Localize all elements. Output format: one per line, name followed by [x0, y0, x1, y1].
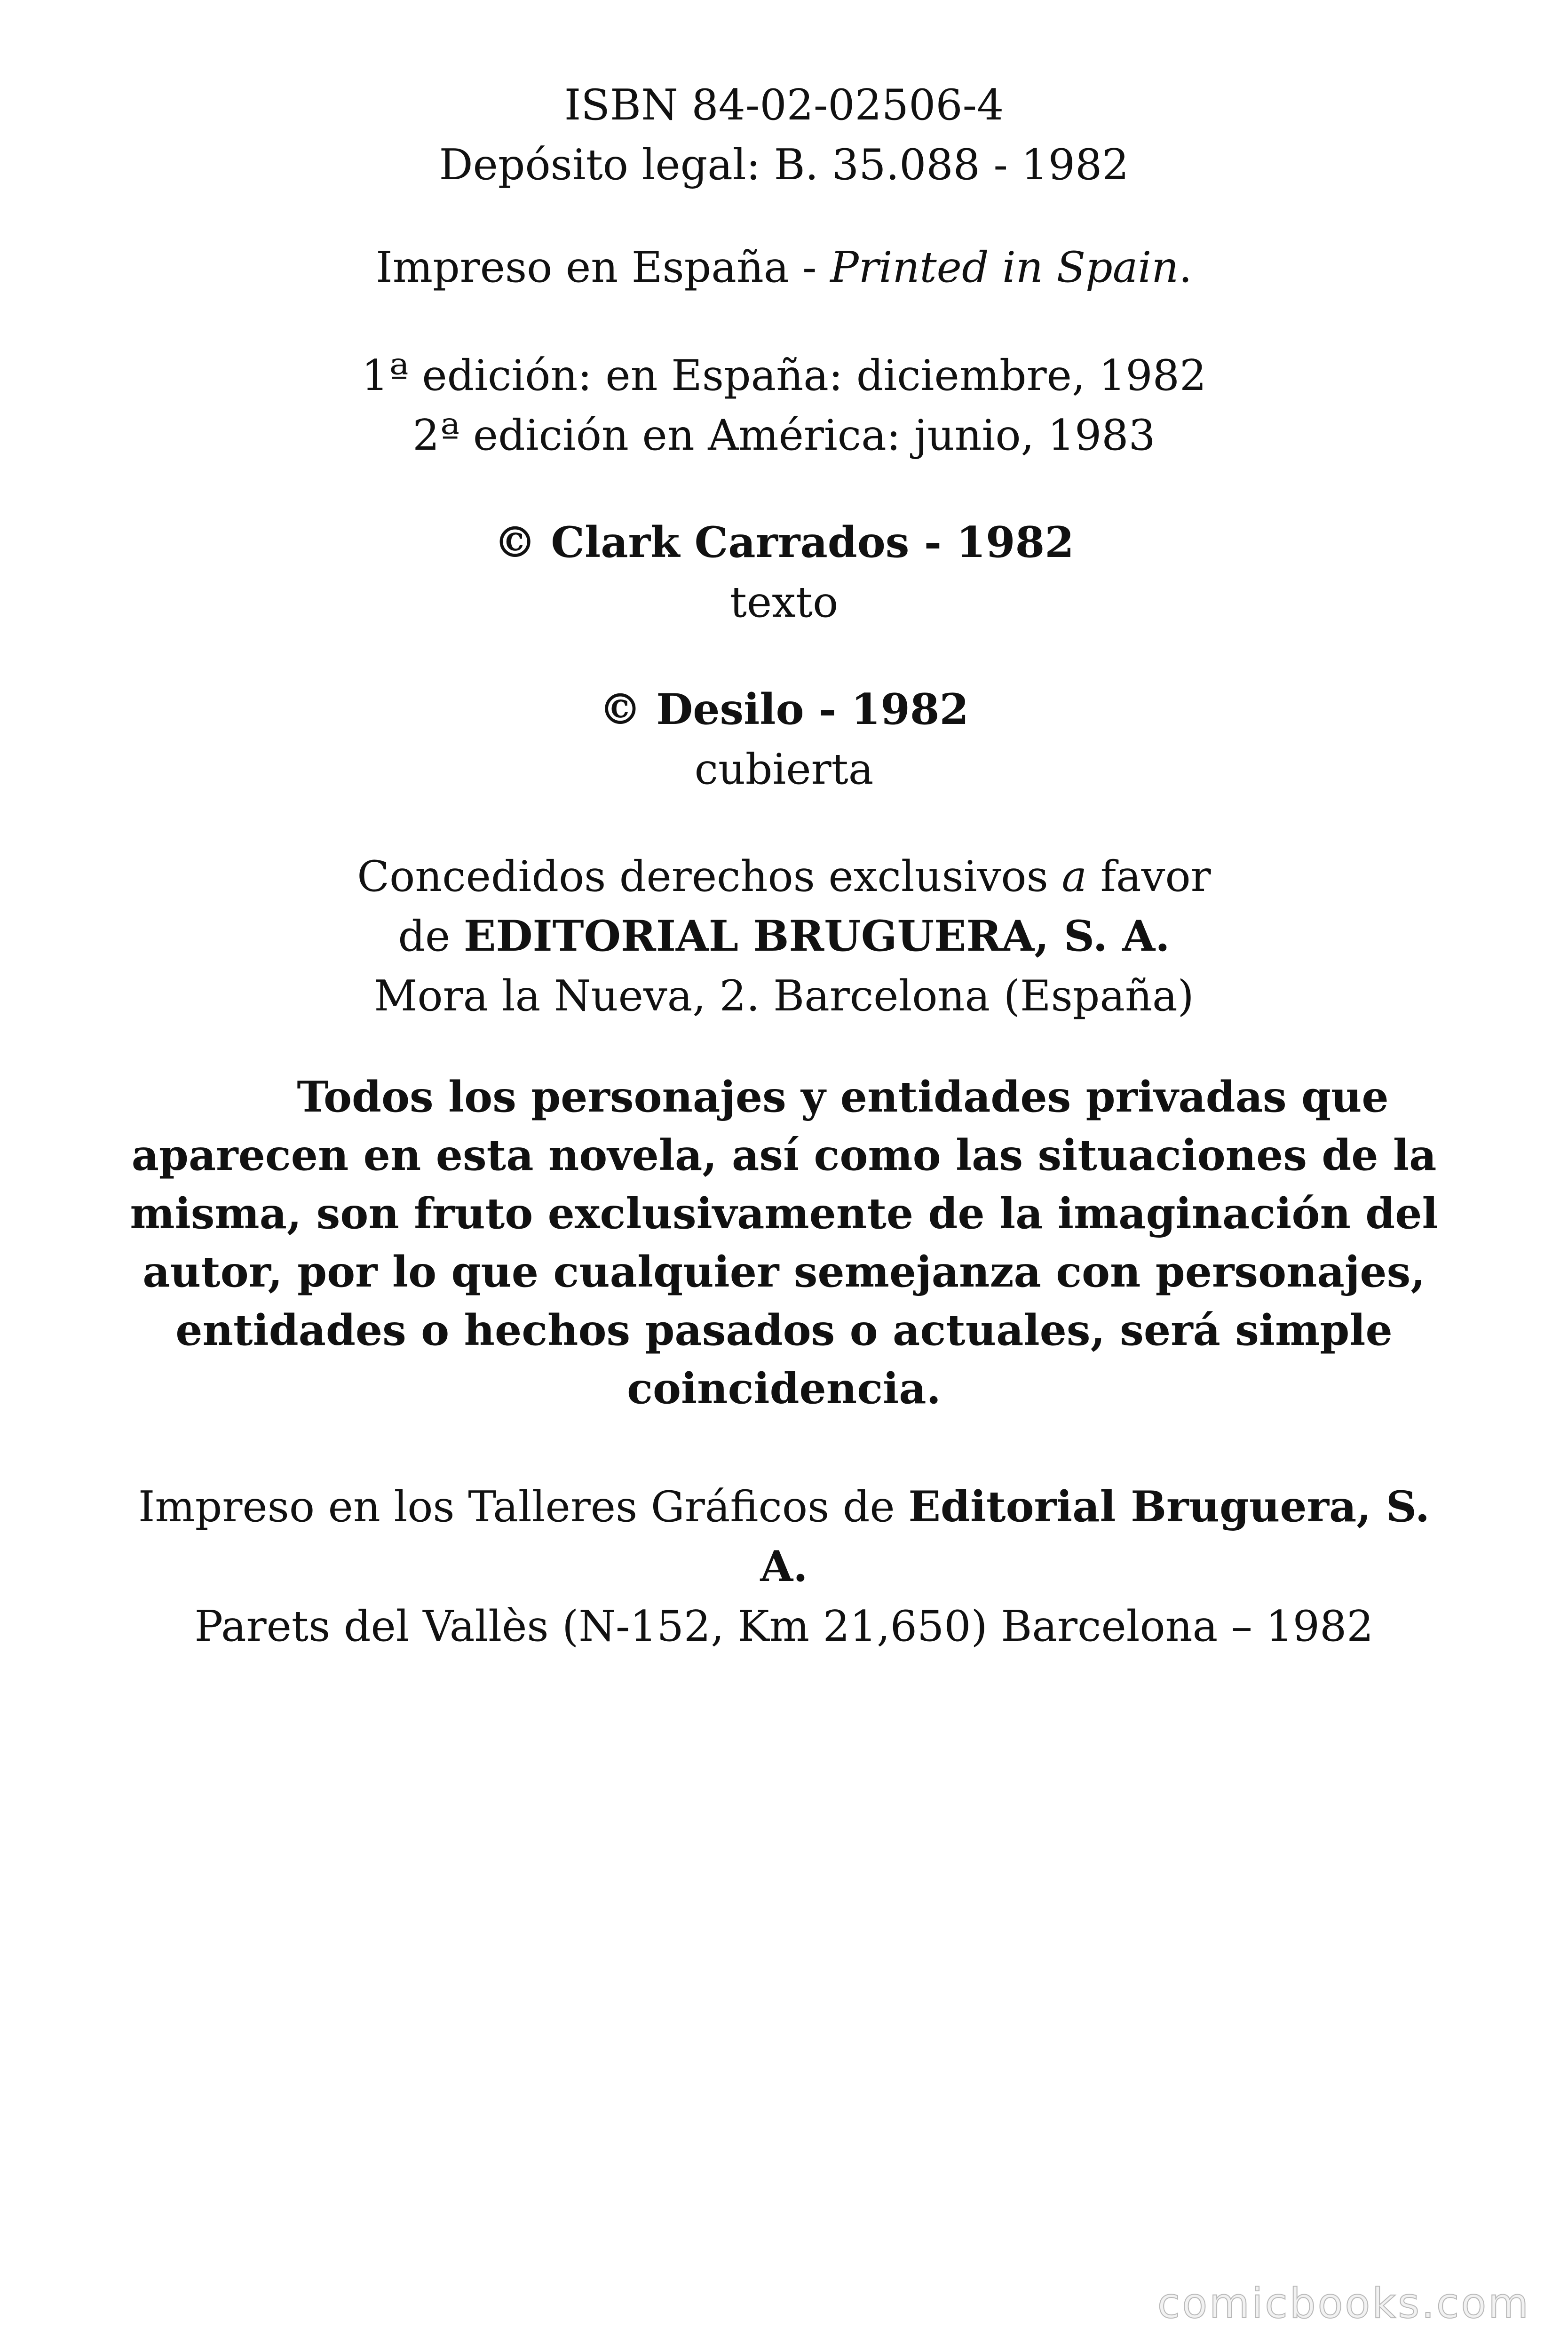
printer-line-2: A.	[760, 1542, 808, 1591]
first-edition: 1ª edición: en España: diciembre, 1982	[361, 351, 1207, 400]
text-copyright-holder: © Clark Carrados - 1982	[494, 517, 1074, 567]
printed-in-line	[0, 238, 1568, 297]
disclaimer-line: autor, por lo que cualquier semejanza con personajes,	[143, 1247, 1425, 1297]
isbn-block	[0, 75, 1568, 195]
disclaimer-line: Todos los personajes y entidades privadas que	[297, 1072, 1389, 1122]
disclaimer-line: coincidencia.	[627, 1364, 941, 1414]
disclaimer-line: entidades o hechos pasados o actuales, será simple	[175, 1305, 1393, 1355]
cover-copyright-block	[0, 680, 1568, 799]
site-watermark: comicbooks.com	[1157, 2279, 1530, 2328]
cover-copyright-role: cubierta	[694, 745, 874, 794]
second-edition: 2ª edición en América: junio, 1983	[412, 411, 1156, 460]
printer-publisher: Editorial Bruguera, S.	[908, 1482, 1430, 1532]
disclaimer-paragraph	[0, 1068, 1568, 1418]
isbn: ISBN 84-02-02506-4	[564, 80, 1004, 130]
publisher-name: EDITORIAL BRUGUERA, S. A.	[463, 911, 1170, 961]
printed-in-block	[0, 238, 1568, 297]
editions-block	[0, 346, 1568, 465]
rights-line-1-end: favor	[1087, 852, 1211, 901]
rights-line-1-start: Concedidos derechos exclusivos	[357, 852, 1062, 901]
printed-in-english: Printed in Spain	[830, 243, 1179, 292]
text-copyright-role: texto	[729, 578, 839, 627]
legal-deposit: Depósito legal: B. 35.088 - 1982	[439, 140, 1129, 190]
disclaimer-line: misma, son fruto exclusivamente de la imaginación del	[130, 1189, 1438, 1239]
rights-line-1-a: a	[1061, 852, 1087, 901]
publisher-address: Mora la Nueva, 2. Barcelona (España)	[374, 971, 1194, 1021]
printed-in-end: .	[1179, 243, 1192, 292]
printer-line-1	[0, 1477, 1568, 1537]
printed-in-spanish: Impreso en España -	[376, 243, 831, 292]
printer-address: Parets del Vallès (N-152, Km 21,650) Barcelona – 1982	[194, 1602, 1374, 1651]
rights-block	[0, 847, 1568, 1026]
cover-copyright-holder: © Desilo - 1982	[599, 684, 969, 734]
rights-line-2	[0, 906, 1568, 966]
text-copyright-block	[0, 513, 1568, 632]
printer-block	[0, 1477, 1568, 1656]
rights-line-1	[0, 847, 1568, 906]
rights-line-2-start: de	[398, 912, 464, 961]
disclaimer-line: aparecen en esta novela, así como las situaciones de la	[131, 1130, 1437, 1180]
printer-line-1-start: Impreso en los Talleres Gráficos de	[138, 1482, 909, 1532]
